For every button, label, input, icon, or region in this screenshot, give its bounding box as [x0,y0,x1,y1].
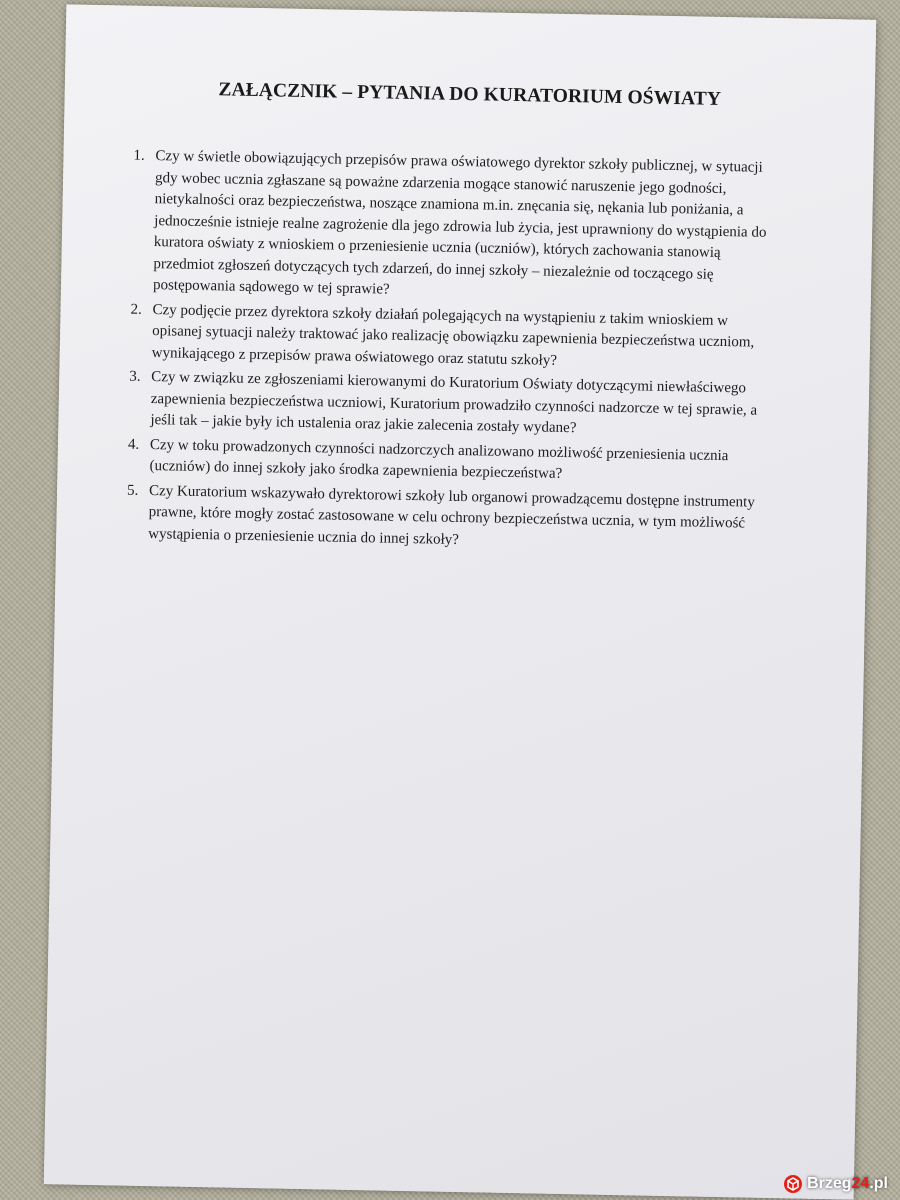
question-number: 5. [126,482,139,499]
document-sheet [44,4,877,1199]
questions-list [126,146,774,560]
question-number: 1. [133,147,145,164]
question-number: 3. [129,368,141,385]
document-title: ZAŁĄCZNIK – PYTANIA DO KURATORIUM OŚWIATY [218,79,722,110]
brzeg24-watermark [783,1174,888,1194]
question-text: Czy w świetle obowiązujących przepisów prawa oświatowego dyrektor szkoły publicznej, w sytuacji gdy wobec ucznia zgłaszane są poważne zdarzenia mogące stanowić naruszenie jego godności, nietykalności oraz bezpieczeństwa, noszące znamiona m.in. znęcania się, nękania lub poniżania, a jednocześnie istnieje realne zagrożenie dla jego zdrowia lub życia, jest uprawniony do wystąpienia do kuratora oświaty z wnioskiem o przeniesienie ucznia (uczniów), których zachowania stanowią przedmiot zgłoszeń dotyczących tych zdarzeń, do innej szkoły – niezależnie od toczącego się postępowania sądowego w tej sprawie? [152,148,767,298]
question-item [131,146,774,309]
brzeg24-logo-icon [783,1174,803,1194]
question-text: Czy w toku prowadzonych czynności nadzorczych analizowano możliwość przeniesienia ucznia (uczniów) do innej szkoły jako środka zapewnienia bezpieczeństwa? [149,436,729,482]
watermark-text: Brzeg24.pl [807,1175,888,1192]
question-text: Czy podjęcie przez dyrektora szkoły działań polegających na wystąpieniu z takim wnioskiem w opisanej sytuacji należy traktować jako realizację obowiązku zapewnienia bezpieczeństwa uczniom, wynikającego z przepisów prawa oświatowego oraz statutu szkoły? [151,301,755,369]
question-text: Czy w związku ze zgłoszeniami kierowanymi do Kuratorium Oświaty dotyczącymi niewłaściwego zapewnienia bezpieczeństwa uczniowi, Kuratorium prowadziło czynności nadzorcze w tej sprawie, a jeśli tak – jakie były ich ustalenia oraz jakie zalecenia zostały wydane? [150,369,758,437]
question-number: 4. [127,436,140,453]
question-item [130,299,771,376]
question-text: Czy Kuratorium wskazywało dyrektorowi szkoły lub organowi prowadzącemu dostępne instrumenty prawne, które mogły zostać zastosowane w celu ochrony bezpieczeństwa ucznia, w tym możliwość wystąpienia o przeniesienie ucznia do innej szkoły? [148,482,755,548]
question-number: 2. [130,301,142,318]
question-item [128,367,769,444]
question-item [126,480,767,557]
